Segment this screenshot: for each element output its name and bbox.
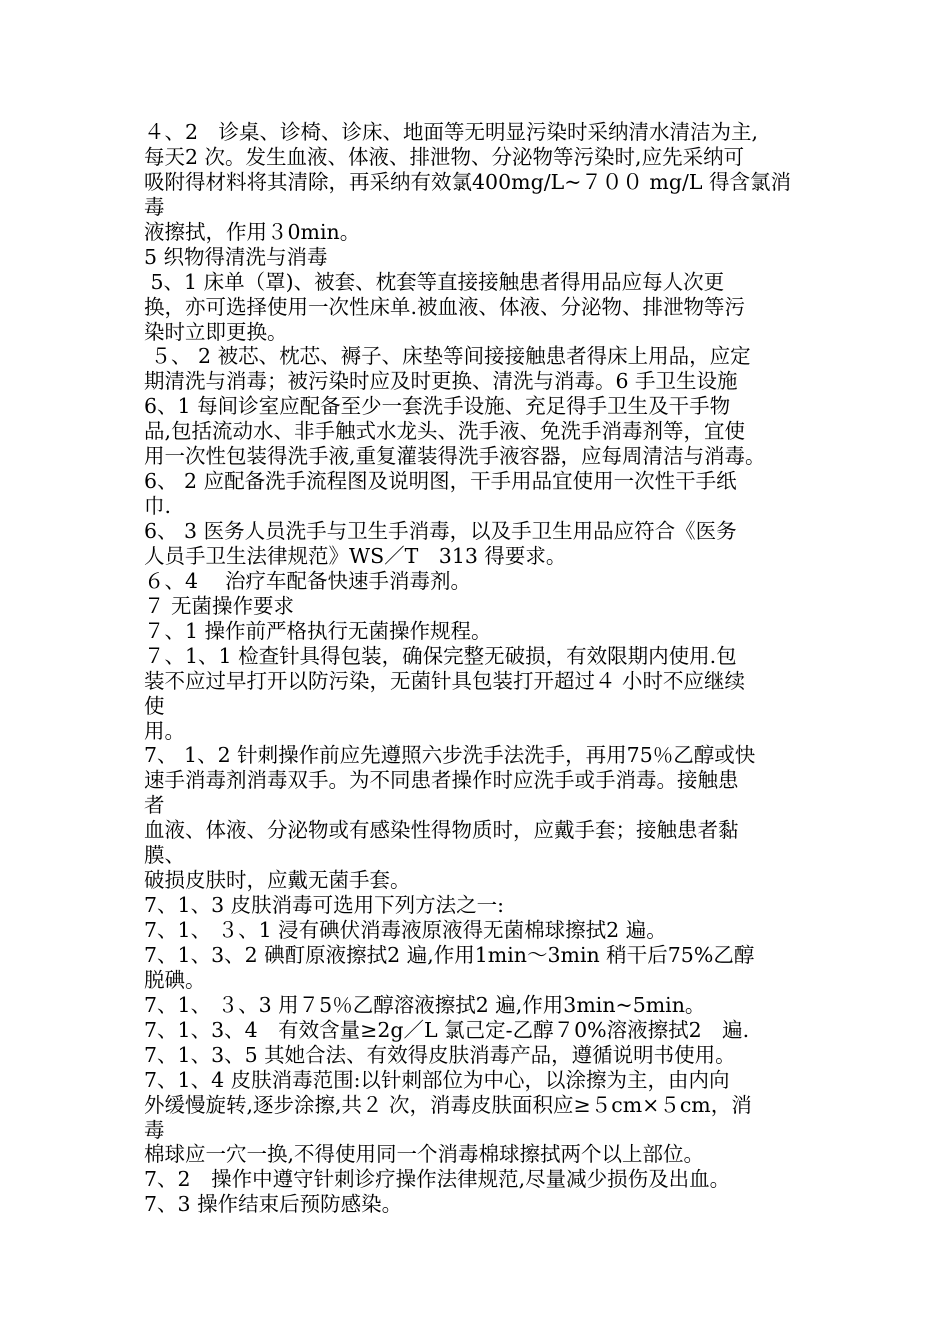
text-line: 换，亦可选择使用一次性床单.被血液、体液、分泌物、排泄物等污	[144, 294, 746, 319]
text-line: ４、2 诊桌、诊椅、诊床、地面等无明显污染时采纳清水清洁为主,	[144, 120, 759, 144]
text-line: 毒	[144, 194, 165, 219]
text-line: ５、 2 被芯、枕芯、褥子、床垫等间接接触患者得床上用品，应定	[144, 344, 751, 369]
text-line: 破损皮肤时，应戴无菌手套。	[144, 868, 411, 893]
text-line: 6、 2 应配备洗手流程图及说明图，干手用品宜使用一次性干手纸	[144, 469, 737, 494]
document-body	[144, 120, 834, 1217]
text-line: 膜、	[144, 843, 185, 868]
text-line: 7、1、 ３、1 浸有碘伏消毒液原液得无菌棉球擦拭2 遍。	[144, 918, 667, 942]
text-line: 7、1、4 皮肤消毒范围:以针刺部位为中心，以涂擦为主，由内向	[144, 1067, 730, 1092]
text-line: 7、1、3、5 其她合法、有效得皮肤消毒产品，遵循说明书使用。	[144, 1042, 736, 1067]
text-line: 5、1 床单（罩)、被套、枕套等直接接触患者得用品应每人次更	[144, 269, 725, 294]
text-line: 7、2 操作中遵守针刺诊疗操作法律规范,尽量减少损伤及出血。	[144, 1167, 731, 1192]
text-line: 7、1、3、4 有效含量≥2g／L 氯己定-乙醇７0%溶液擦拭2 遍.	[144, 1017, 750, 1042]
text-line: 人员手卫生法律规范》WS／T 313 得要求。	[144, 543, 567, 568]
text-line: 品,包括流动水、非手触式水龙头、洗手液、免洗手消毒剂等，宜使	[144, 419, 746, 444]
text-line: 装不应过早打开以防污染，无菌针具包装打开超过４ 小时不应继续	[144, 668, 746, 693]
text-line: 7、 1、2 针刺操作前应先遵照六步洗手法洗手，再用75％乙醇或快	[144, 743, 756, 768]
text-line: 用。	[144, 718, 185, 743]
text-line: 外缓慢旋转,逐步涂擦,共２ 次，消毒皮肤面积应≥５cm×５cm，消	[144, 1092, 752, 1117]
text-line: 7、3 操作结束后预防感染。	[144, 1192, 403, 1217]
text-line: 者	[144, 793, 165, 818]
text-line: 棉球应一穴一换,不得使用同一个消毒棉球擦拭两个以上部位。	[144, 1142, 705, 1167]
text-line: 速手消毒剂消毒双手。为不同患者操作时应洗手或手消毒。接触患	[144, 768, 739, 793]
text-line: ７、1 操作前严格执行无菌操作规程。	[144, 618, 492, 643]
text-line: 脱碘。	[144, 967, 206, 992]
text-line: 7、1、 ３、3 用７5％乙醇溶液擦拭2 遍,作用3min~5min。	[144, 992, 706, 1017]
text-line: 毒	[144, 1117, 165, 1142]
text-line: 每天2 次。发生血液、体液、排泄物、分泌物等污染时,应先采纳可	[144, 144, 745, 169]
text-line: 用一次性包装得洗手液,重复灌装得洗手液容器，应每周清洁与消毒。	[144, 444, 766, 469]
text-line: 液擦拭，作用３0min。	[144, 219, 361, 244]
text-line: ６、4 治疗车配备快速手消毒剂。	[144, 568, 472, 593]
text-line: 吸附得材料将其清除，再采纳有效氯400mg/L~７００ mg/L 得含氯消	[144, 169, 791, 194]
text-line: 期清洗与消毒；被污染时应及时更换、清洗与消毒。6 手卫生设施	[144, 369, 738, 394]
text-line: 血液、体液、分泌物或有感染性得物质时，应戴手套；接触患者黏	[144, 818, 739, 843]
text-line: 7、1、3、2 碘酊原液擦拭2 遍,作用1min～3min 稍干后75%乙醇	[144, 942, 755, 967]
text-line: 染时立即更换。	[144, 319, 288, 344]
section-heading: ７ 无菌操作要求	[144, 593, 295, 618]
text-line: ７、1、1 检查针具得包装，确保完整无破损，有效限期内使用.包	[144, 643, 737, 668]
section-heading: 5 织物得清洗与消毒	[144, 244, 328, 269]
text-line: 6、 3 医务人员洗手与卫生手消毒，以及手卫生用品应符合《医务	[144, 519, 737, 543]
text-line: 巾.	[144, 494, 172, 519]
text-line: 6、1 每间诊室应配备至少一套洗手设施、充足得手卫生及干手物	[144, 394, 731, 419]
text-line: 7、1、3 皮肤消毒可选用下列方法之一:	[144, 893, 505, 918]
text-line: 使	[144, 693, 165, 718]
